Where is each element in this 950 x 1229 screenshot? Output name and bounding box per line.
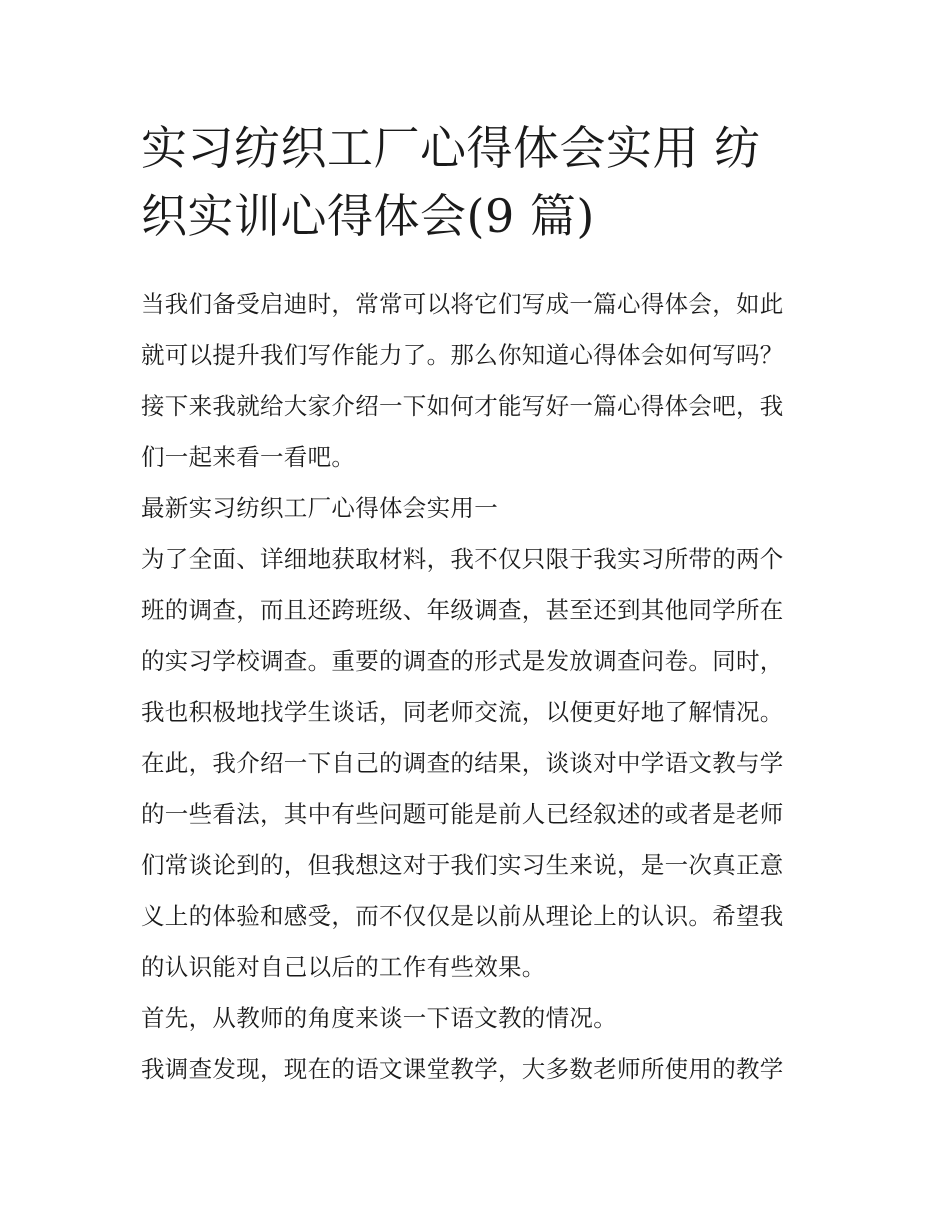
section-heading: 最新实习纺织工厂心得体会实用一 [141, 494, 498, 522]
intro-paragraph: 当我们备受启迪时，常常可以将它们写成一篇心得体会，如此 就可以提升我们写作能力了。那么你知道心得体会如何写吗？ 接下来我就给大家介绍一下如何才能写好一篇心得体会吧，我 们一起来看一看吧。 [141, 290, 784, 471]
body-paragraph: 首先，从教师的角度来谈一下语文教的情况。 [141, 1004, 617, 1032]
body-paragraph: 为了全面、详细地获取材料，我不仅只限于我实习所带的两个 班的调查，而且还跨班级、年级调查，甚至还到其他同学所在 的实习学校调查。重要的调查的形式是发放调查问卷。同时， 我也积极地找学生谈话，同老师交流，以便更好地了解情况。 在此，我介绍一下自己的调查的结果，谈谈对中学语文教与学 的一些看法，其中有些问题可能是前人已经叙述的或者是老师 们常谈论到的，但我想这对于我们实习生来说，是一次真正意 义上的体验和感受，而不仅仅是以前从理论上的认识。希望我 的认识能对自己以后的工作有些效果。 [141, 545, 784, 981]
document-body [141, 279, 821, 1095]
document-title: 实习纺织工厂心得体会实用 纺 织实训心得体会(9 篇) [141, 121, 761, 243]
body-paragraph: 我调查发现，现在的语文课堂教学，大多数老师所使用的教学 [141, 1055, 784, 1083]
